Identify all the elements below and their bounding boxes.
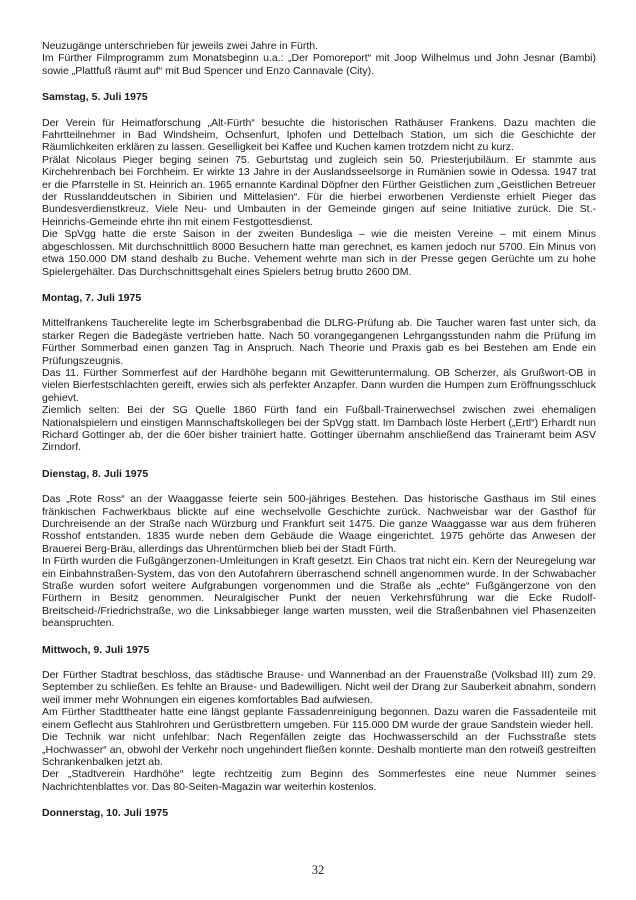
paragraph: Das „Rote Ross“ an der Waaggasse feierte sein 500-jähriges Bestehen. Das historische Gasthaus im Stil eines fränkischen Fachwerkbaus blickte auf eine wechselvolle Geschichte zurück. Nachweisbar war der Gasthof für Durchreisende an der Straße nach Würzburg und Frankfurt seit 1475. Die ganze Waaggasse war aus dem früheren Rosshof entstanden. 1835 wurde neben dem Gebäude die Waage eingerichtet. 1975 gehörte das Anwesen der Brauerei Berg-Bräu, allerdings das Uhrentürmchen blieb bei der Stadt Fürth. [42,493,596,555]
page-number: 32 [311,862,325,877]
paragraph: Mittelfrankens Taucherelite legte im Scherbsgrabenbad die DLRG-Prüfung ab. Die Taucher waren fast unter sich, da starker Regen die Badegäste vertrieben hatte. Nach 50 vorangegangenen Lehrgangsstunden nahm die Prüfung im Fürther Sommerbad einen ganzen Tag in Anspruch. Nach Theorie und Praxis gab es bei Bestehen am Ende ein Prüfungszeugnis. [42,317,596,367]
paragraph: Die Technik war nicht unfehlbar: Nach Regenfällen zeigte das Hochwasserschild an der Fuchsstraße stets „Hochwasser“ an, obwohl der Verkehr noch ungehindert fließen konnte. Deshalb montierte man den rotweiß gestreiften Schrankenbalken jetzt ab. [42,731,596,768]
page-content [42,40,596,820]
date-heading: Donnerstag, 10. Juli 1975 [42,807,169,820]
paragraph: Im Fürther Filmprogramm zum Monatsbeginn u.a.: „Der Pomoreport“ mit Joop Wilhelmus und John Jesnar (Bambi) sowie „Plattfuß räumt auf“ mit Bud Spencer und Enzo Cannavale (City). [42,52,596,77]
paragraph: Der Verein für Heimatforschung „Alt-Fürth“ besuchte die historischen Rathäuser Frankens. Dazu machten die Fahrtteilnehmer in Bad Windsheim, Ochsenfurt, Iphofen und Dettelbach Station, um sich die Geschichte der Räumlichkeiten erklären zu lassen. Geselligkeit bei Kaffee und Kuchen kamen trotzdem nicht zu kurz. [42,116,596,154]
paragraph: Neuzugänge unterschrieben für jeweils zwei Jahre in Fürth. [42,40,319,52]
paragraph: In Fürth wurden die Fußgängerzonen-Umleitungen in Kraft gesetzt. Ein Chaos trat nicht ein. Kern der Neuregelung war ein Einbahnstraßen-System, das von den Autofahrern überraschend schnell angenommen wurde. In der Schwabacher Straße wurden sofort weitere Aufgrabungen vorgenommen und die Straße als „echte“ Fußgängerzone von den Fürthern in Besitz genommen. Neuralgischer Punkt der neuen Verkehrsführung war die Ecke Rudolf-Breitscheid-/Friedrichstraße, wo die Linksabbieger lange warten mussten, weil die Straßenbahnen viel Phasenzeiten beanspruchten. [42,555,596,630]
paragraph: Am Fürther Stadttheater hatte eine längst geplante Fassadenreinigung begonnen. Dazu waren die Fassadenteile mit einem Geflecht aus Stahlrohren und Gerüstbrettern umgeben. Für 115.000 DM wurde der graue Sandstein wieder hell. [42,706,596,731]
paragraph: Ziemlich selten: Bei der SG Quelle 1860 Fürth fand ein Fußball-Trainerwechsel zwischen zwei ehemaligen Nationalspielern und einstigen Mannschaftskollegen bei der SpVgg statt. Im Dambach löste Herbert („Ertl“) Erhardt nun Richard Gottinger ab, der die 60er bisher trainiert hatte. Gottinger übernahm anschließend das Traineramt beim ASV Zirndorf. [42,404,596,454]
paragraph: Das 11. Fürther Sommerfest auf der Hardhöhe begann mit Gewitteruntermalung. OB Scherzer, als Grußwort-OB in vielen Bierfestschlachten gereift, erwies sich als perfekter Anzapfer. Dann wurden die Humpen zum Eröffnungsschluck gehievt. [42,366,596,404]
date-heading: Mittwoch, 9. Juli 1975 [42,643,150,656]
date-heading: Samstag, 5. Juli 1975 [42,91,148,104]
paragraph: Die SpVgg hatte die erste Saison in der zweiten Bundesliga – wie die meisten Vereine – mit einem Minus abgeschlossen. Mit durchschnittlich 8000 Besuchern hatte man gerechnet, es kamen jedoch nur 5700. Ein Minus von etwa 150.000 DM stand deshalb zu Buche. Vehement wehrte man sich in der Presse gegen Gerüchte um zu hohe Spielergehälter. Das Durchschnittsgehalt eines Spielers betrug brutto 2600 DM. [42,228,596,278]
paragraph: Der „Stadtverein Hardhöhe“ legte rechtzeitig zum Beginn des Sommerfestes eine neue Nummer seines Nachrichtenblattes vor. Das 80-Seiten-Magazin war weiterhin kostenlos. [42,768,596,793]
paragraph: Der Fürther Stadtrat beschloss, das städtische Brause- und Wannenbad an der Frauenstraße (Volksbad III) zum 29. September zu schließen. Es fehlte an Brause- und Badewilligen. Nicht weil der Drang zur Sauberkeit abnahm, sondern weil immer mehr Wohnungen ein eigenes komfortables Bad aufwiesen. [42,669,596,706]
date-heading: Dienstag, 8. Juli 1975 [42,467,149,480]
paragraph: Prälat Nicolaus Pieger beging seinen 75. Geburtstag und zugleich sein 50. Priesterjubiläum. Er stammte aus Kirchehrenbach bei Forchheim. Er wirkte 13 Jahre in der Auslandsseelsorge in Rumänien sowie in Odessa. 1947 trat er die Pfarrstelle in St. Heinrich an. 1965 ernannte Kardinal Döpfner den Fürther Geistlichen zum „Geistlichen Betreuer der Russlanddeutschen in Sibirien und Mittelasien“. Für die hierbei erworbenen Verdienste erhielt Pieger das Bundesverdienstkreuz. Viele Neu- und Umbauten in der Gemeinde gingen auf seine Initiative zurück. Die St.-Heinrichs-Gemeinde ehrte ihn mit einem Festgottesdienst. [42,153,596,228]
date-heading: Montag, 7. Juli 1975 [42,291,142,304]
